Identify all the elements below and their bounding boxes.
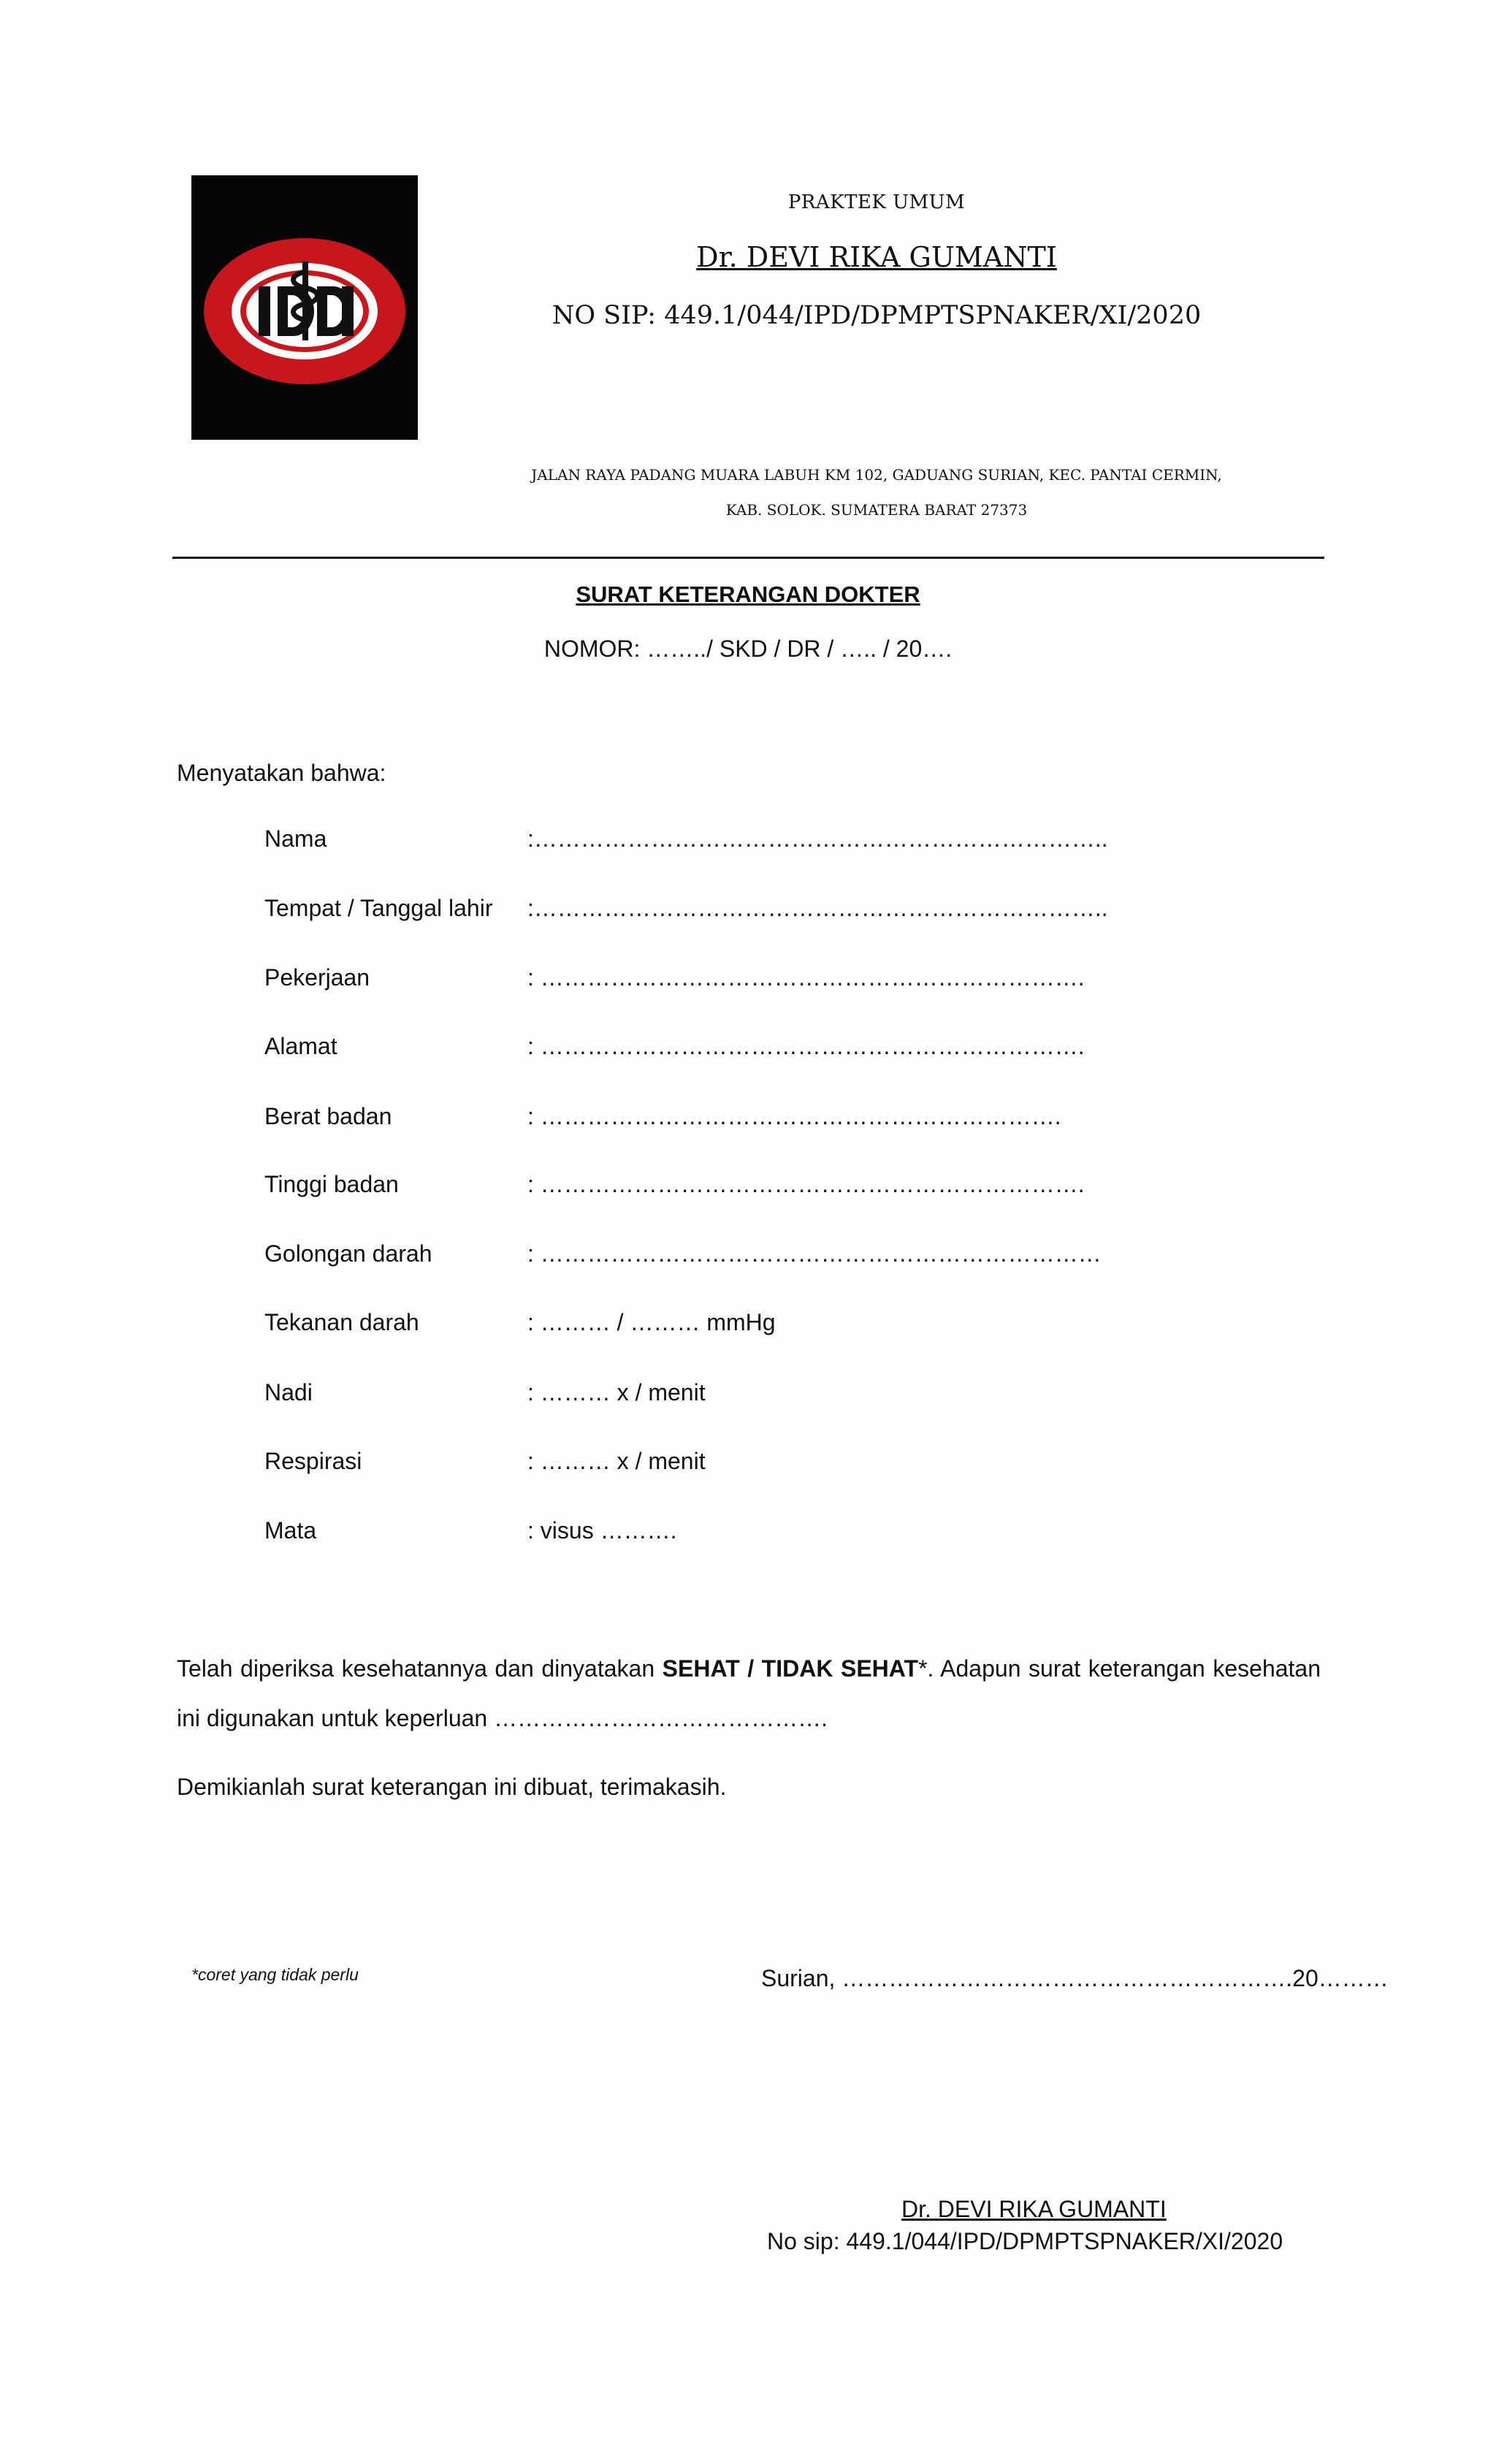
document-title-wrap: [0, 581, 1496, 608]
address-line-2: KAB. SOLOK. SUMATERA BARAT 27373: [725, 501, 1028, 519]
field-label-berat-badan: Berat badan: [264, 1103, 392, 1129]
field-value-tekanan-darah: : ……… / ……… mmHg: [527, 1309, 776, 1335]
statement-paragraph: [177, 1644, 1321, 1743]
field-label-tempat-tanggal-lahir: Tempat / Tanggal lahir: [264, 895, 493, 921]
document-title: SURAT KETERANGAN DOKTER: [576, 581, 920, 607]
field-label-alamat: Alamat: [264, 1033, 337, 1059]
address-line-1: JALAN RAYA PADANG MUARA LABUH KM 102, GADUANG SURIAN, KEC. PANTAI CERMIN,: [531, 466, 1222, 484]
field-label-pekerjaan: Pekerjaan: [264, 964, 370, 991]
field-value-mata: : visus ……….: [527, 1517, 677, 1544]
signature-sip: No sip: 449.1/044/IPD/DPMPTSPNAKER/XI/2020: [767, 2228, 1283, 2254]
field-label-tekanan-darah: Tekanan darah: [264, 1309, 419, 1335]
document-number: NOMOR: ……../ SKD / DR / ….. / 20….: [543, 636, 953, 662]
intro-text: Menyatakan bahwa:: [177, 760, 386, 786]
field-value-nadi: : ……… x / menit: [527, 1379, 706, 1405]
field-label-golongan-darah: Golongan darah: [264, 1240, 432, 1267]
field-value-alamat: : …………………………………………………………….: [527, 1033, 1085, 1059]
field-label-mata: Mata: [264, 1517, 317, 1544]
header-divider: [172, 557, 1324, 559]
idi-logo: [191, 175, 418, 440]
footnote: *coret yang tidak perlu: [191, 1965, 359, 1984]
field-value-pekerjaan: : …………………………………………………………….: [527, 964, 1085, 991]
date-line: Surian, ………………………………………………….20………: [761, 1965, 1389, 1991]
field-value-golongan-darah: : ………………………………………………………………: [527, 1240, 1102, 1267]
statement-part-2: *. Adapun surat keterangan kesehatan ini digunakan untuk keperluan …………………………………….: [177, 1655, 1321, 1731]
statement-health-status: SEHAT / TIDAK SEHAT: [662, 1655, 919, 1682]
field-value-tempat-tanggal-lahir: :………………………………………………………………..: [527, 895, 1108, 921]
statement-part-1: Telah diperiksa kesehatannya dan dinyatakan: [177, 1655, 663, 1682]
field-label-nama: Nama: [264, 825, 327, 852]
field-label-respirasi: Respirasi: [264, 1448, 362, 1474]
idi-emblem-icon: [191, 175, 418, 440]
sip-number: NO SIP: 449.1/044/IPD/DPMPTSPNAKER/XI/2020: [552, 301, 1202, 330]
field-label-tinggi-badan: Tinggi badan: [264, 1171, 399, 1197]
practice-label: PRAKTEK UMUM: [787, 191, 966, 213]
doctor-name: Dr. DEVI RIKA GUMANTI: [696, 241, 1057, 273]
field-value-respirasi: : ……… x / menit: [527, 1448, 706, 1474]
field-value-nama: :………………………………………………………………..: [527, 825, 1108, 852]
field-label-nadi: Nadi: [264, 1379, 313, 1405]
field-value-tinggi-badan: : …………………………………………………………….: [527, 1171, 1085, 1197]
field-value-berat-badan: : ………………………………………………………….: [527, 1103, 1061, 1129]
closing-text: Demikianlah surat keterangan ini dibuat, terimakasih.: [177, 1774, 727, 1800]
signature-name: Dr. DEVI RIKA GUMANTI: [901, 2196, 1167, 2222]
